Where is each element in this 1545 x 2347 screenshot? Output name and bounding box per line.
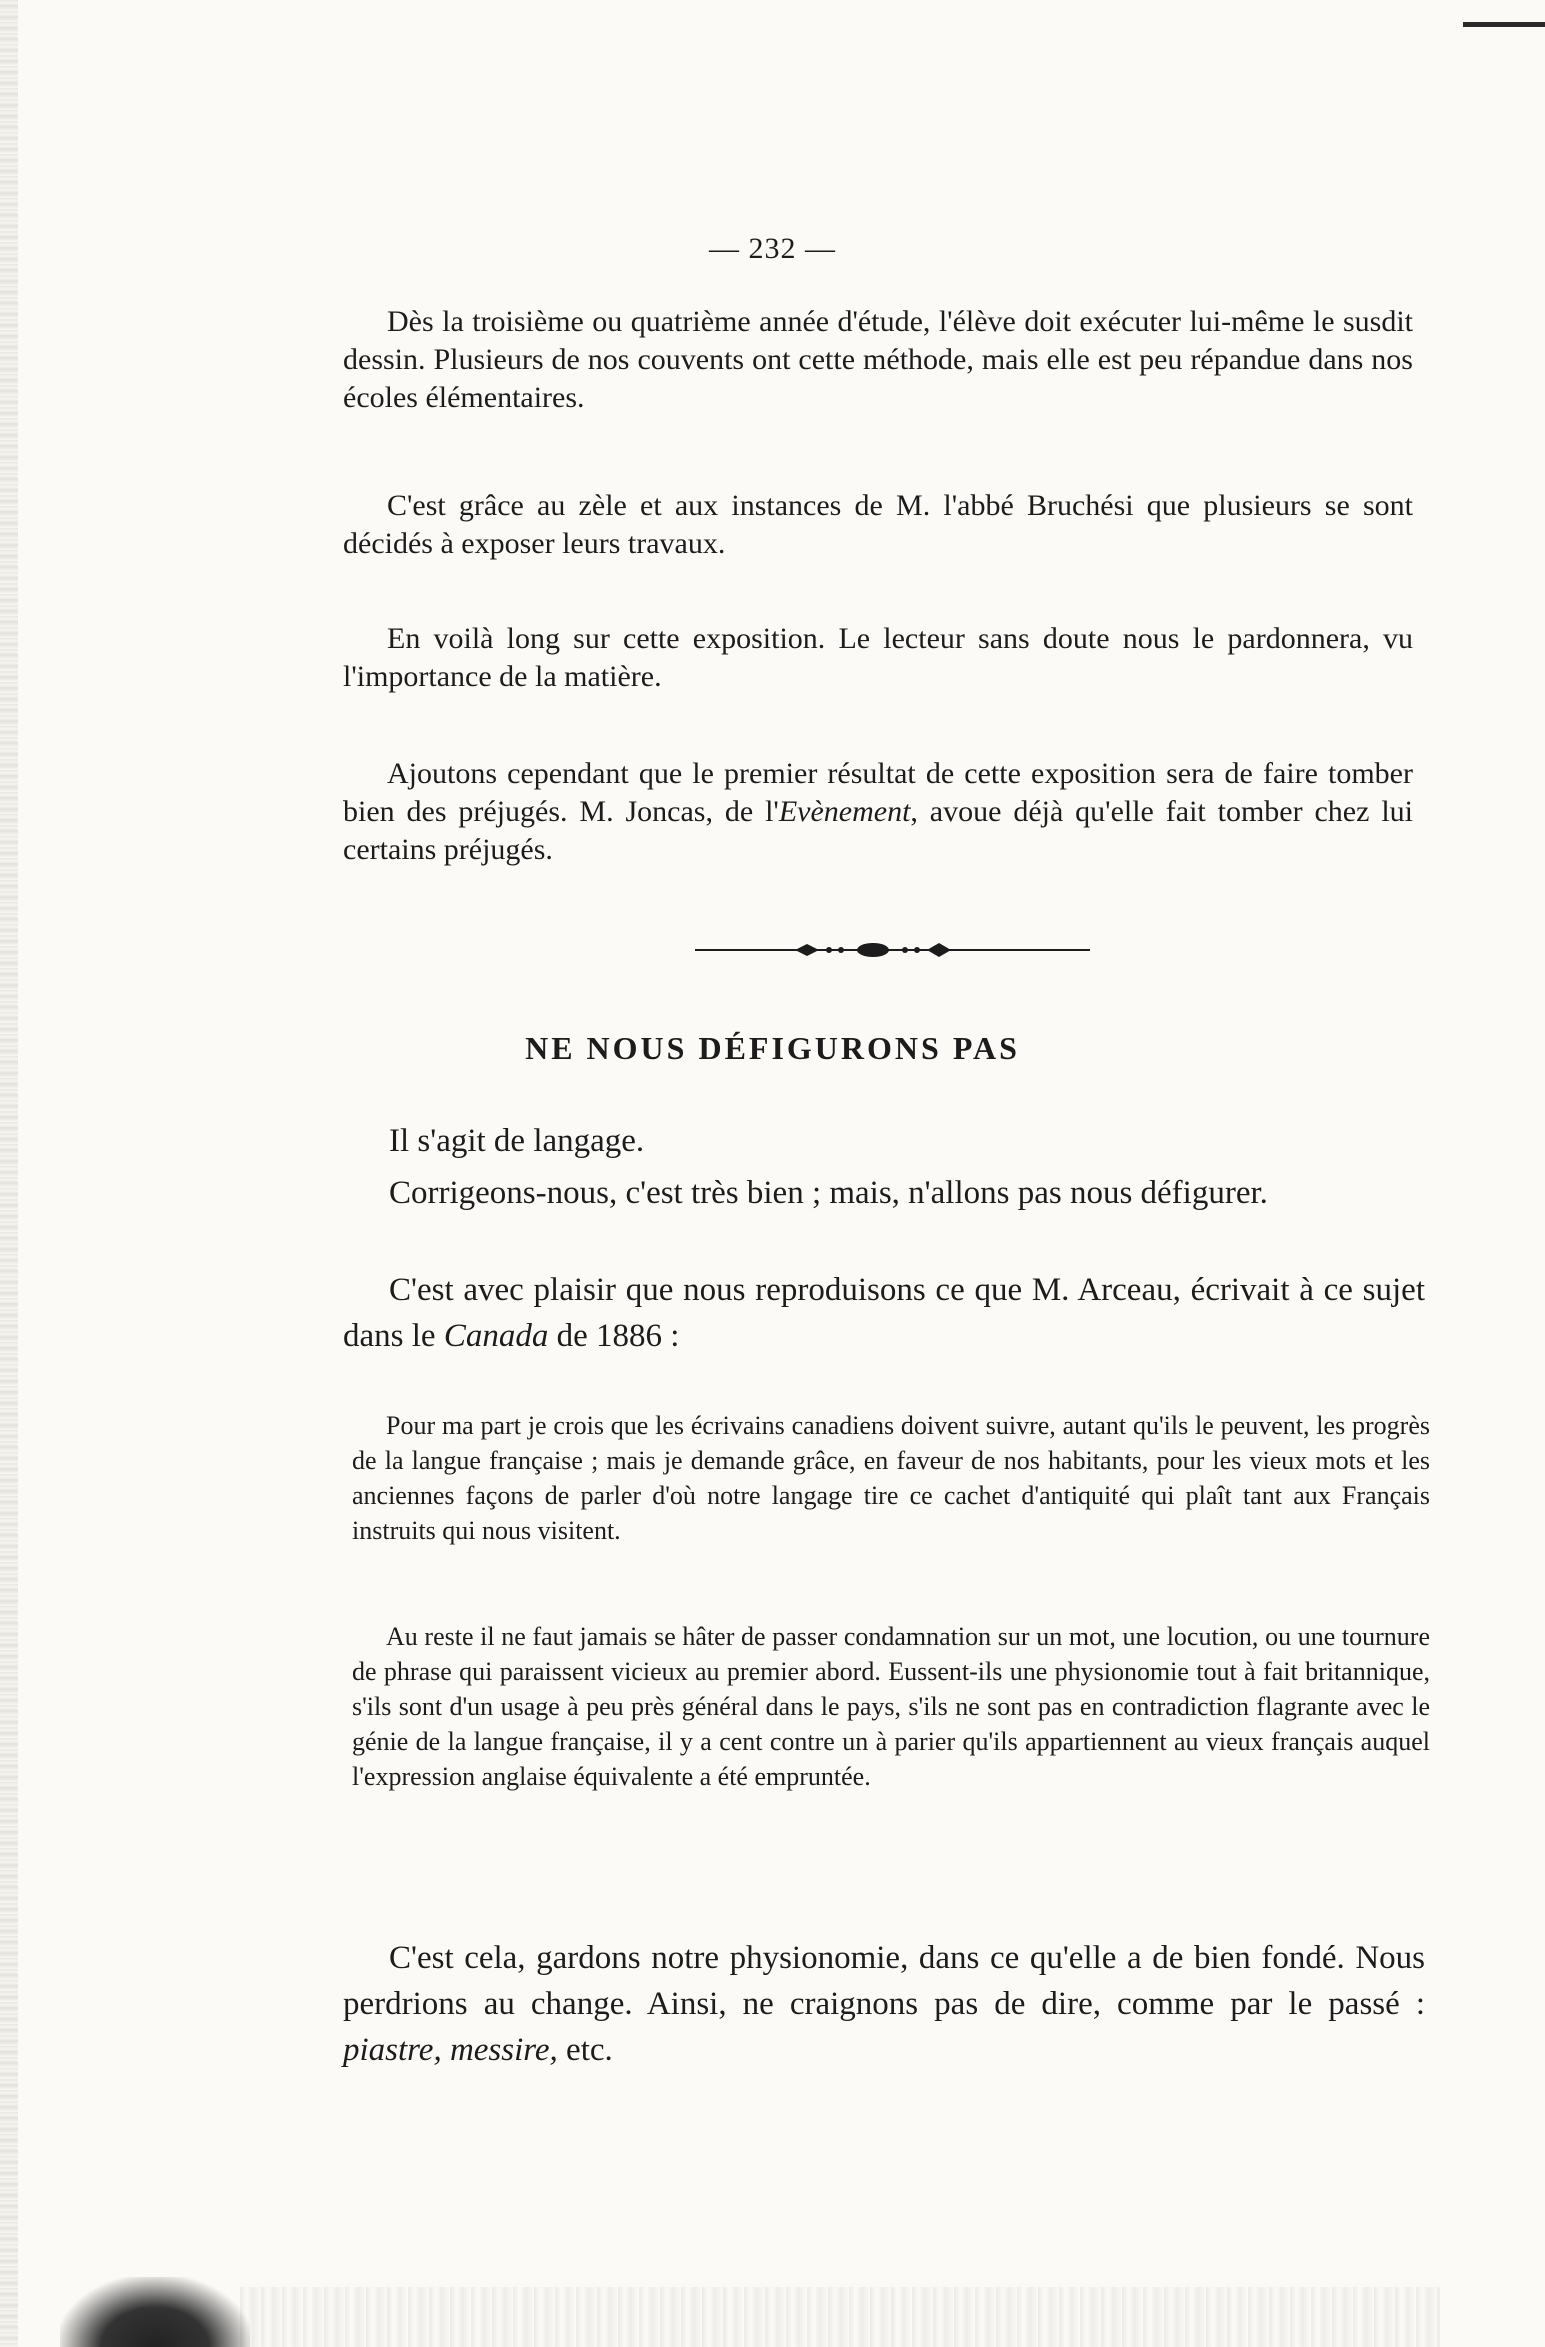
paragraph-bruchesi <box>343 487 1413 563</box>
newspaper-title: Canada <box>443 1318 549 1354</box>
paragraph-exposition <box>343 620 1413 696</box>
paragraph-text: C'est avec plaisir que nous reproduisons ce que M. Arceau, écrivait à ce sujet dans le <box>343 1272 1425 1354</box>
paragraph-drawing-method <box>343 303 1413 417</box>
paragraph-prejuges <box>343 755 1413 869</box>
bottom-scan-noise <box>240 2287 1440 2347</box>
newspaper-title: Evènement <box>778 795 911 828</box>
example-words: piastre, messire, <box>343 2032 558 2068</box>
paragraph-text: etc. <box>557 2032 613 2068</box>
quotation-paragraph-1 <box>352 1408 1430 1548</box>
article-paragraph-2 <box>343 1170 1425 1216</box>
paragraph-text: En voilà long sur cette exposition. Le lecteur sans doute nous le pardonnera, vu l'importance de la matière. <box>343 622 1413 693</box>
page-number: — 232 — <box>709 232 836 265</box>
quotation-text: Au reste il ne faut jamais se hâter de passer condamnation sur un mot, une locution, ou une tournure de phrase qui paraissent vicieux au premier abord. Eussent-ils une physionomie tout à fait britannique, s'ils sont d'un usage à peu près général dans le pays, s'ils ne sont pas en contradiction flagrante avec le génie de la langue française, il y a cent contre un à parier qu'ils appartiennent au vieux français auquel l'expression anglaise équivalente a été empruntée. <box>352 1622 1430 1791</box>
paragraph-text: Il s'agit de langage. <box>389 1123 645 1159</box>
quotation-paragraph-2 <box>352 1619 1430 1794</box>
article-paragraph-4 <box>343 1935 1425 2073</box>
paragraph-text: Corrigeons-nous, c'est très bien ; mais, n'allons pas nous défigurer. <box>389 1175 1268 1211</box>
paragraph-text: C'est grâce au zèle et aux instances de M. l'abbé Bruchési que plusieurs se sont décidés à exposer leurs travaux. <box>343 489 1413 560</box>
paragraph-text: Dès la troisième ou quatrième année d'étude, l'élève doit exécuter lui-même le susdit dessin. Plusieurs de nos couvents ont cette méthode, mais elle est peu répandue dans nos écoles élémentaires. <box>343 305 1413 414</box>
corner-ink-mark <box>1463 22 1545 27</box>
article-title: NE NOUS DÉFIGURONS PAS <box>525 1030 1020 1066</box>
article-paragraph-1 <box>343 1118 1425 1164</box>
quotation-text: Pour ma part je crois que les écrivains canadiens doivent suivre, autant qu'ils le peuvent, les progrès de la langue française ; mais je demande grâce, en faveur de nos habitants, pour les vieux mots et les anciennes façons de parler d'où notre langage tire ce cachet d'antiquité qui plaît tant aux Français instruits qui nous visitent. <box>352 1411 1430 1545</box>
paragraph-text: C'est cela, gardons notre physionomie, dans ce qu'elle a de bien fondé. Nous perdrions au change. Ainsi, ne craignons pas de dire, comme par le passé : <box>343 1940 1425 2022</box>
article-paragraph-3 <box>343 1267 1425 1359</box>
paragraph-text: de 1886 : <box>548 1318 680 1354</box>
section-divider-ornament <box>695 935 1090 965</box>
binding-edge-shadow <box>0 0 18 2347</box>
paragraph-text: , avoue déjà qu'elle fait tomber chez lui certains préjugés. <box>343 795 1413 866</box>
ink-blot <box>60 2277 250 2347</box>
paragraph-text: Ajoutons cependant que le premier résultat de cette exposition sera de faire tomber bien des préjugés. M. Joncas, de l' <box>343 757 1413 828</box>
